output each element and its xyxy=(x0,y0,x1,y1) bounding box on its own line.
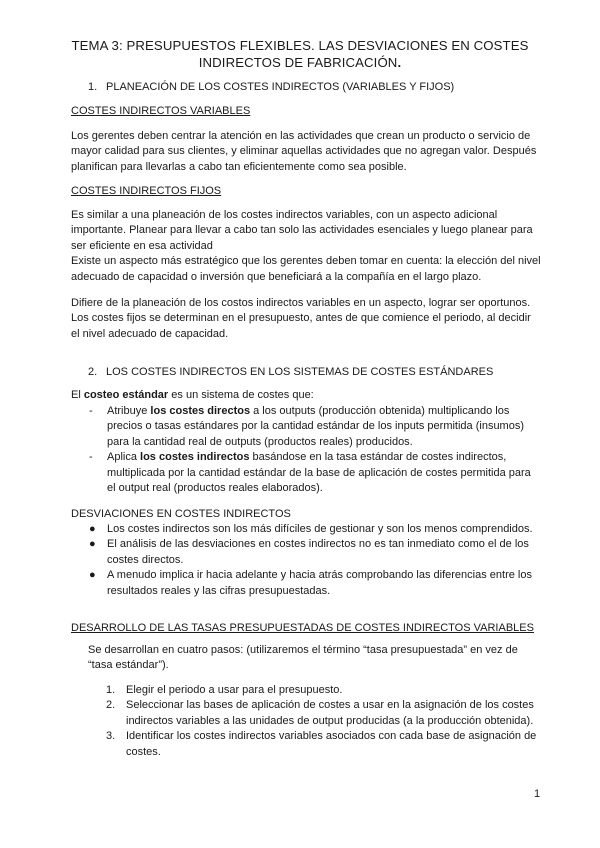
estandar-item xyxy=(71,404,541,450)
title-line-1: TEMA 3: PRESUPUESTOS FLEXIBLES. LAS DESVIACIONES EN COSTES xyxy=(71,38,529,53)
step-number: 3. xyxy=(106,730,116,743)
estandar-item-bold: los costes indirectos xyxy=(140,451,250,464)
title-line-2 xyxy=(60,54,540,71)
title-line-2-text: INDIRECTOS DE FABRICACIÓN xyxy=(198,55,398,70)
estandar-item-bold: los costes directos xyxy=(150,405,251,417)
desarrollo-step xyxy=(106,683,543,698)
section-1-heading-text: PLANEACIÓN DE LOS COSTES INDIRECTOS (VARIABLES Y FIJOS) xyxy=(106,81,455,93)
bullet-marker: ● xyxy=(89,523,96,535)
estandar-item-pre: Aplica xyxy=(107,451,141,464)
dash-marker: - xyxy=(89,405,93,417)
title-line-2-end: . xyxy=(397,55,402,70)
estandar-item-post: basándose en la tasa estándar de costes indirectos, multiplicada por la cantidad estándar de la base de aplicación de costes permitida para el output real (productos reales elaborados). xyxy=(107,451,531,495)
desviaciones-item-text: El análisis de las desviaciones en costes indirectos no es tan inmediato como el de los costes directos. xyxy=(107,538,529,566)
desviaciones-item xyxy=(71,522,541,537)
step-number: 2. xyxy=(106,699,116,712)
desviaciones-item xyxy=(71,537,541,568)
step-text: Elegir el periodo a usar para el presupuesto. xyxy=(126,684,343,696)
step-text: Seleccionar las bases de aplicación de costes a usar en la asignación de los costes indirectos variables a las unidades de output producidas (a la producción obtenida). xyxy=(126,699,534,727)
section-1-heading xyxy=(88,80,454,94)
estandar-item-pre: Atribuye xyxy=(107,405,151,417)
estandar-intro-pre: El xyxy=(71,389,84,401)
bullet-marker: ● xyxy=(89,538,96,551)
fijos-paragraphs xyxy=(71,208,541,285)
desviaciones-heading: DESVIACIONES EN COSTES INDIRECTOS xyxy=(71,508,291,520)
section-2-number: 2. xyxy=(88,366,98,378)
desarrollo-heading: DESARROLLO DE LAS TASAS PRESUPUESTADAS DE COSTES INDIRECTOS VARIABLES xyxy=(71,622,534,634)
estandar-item-post: a los outputs (producción obtenida) multiplicando los precios o tasas estándares por la cantidad estándar de los inputs permitida (insumos) para la cantidad real de outputs (productos reales) producidos. xyxy=(107,405,525,448)
desviaciones-item-text: Los costes indirectos son los más difíciles de gestionar y son los menos comprendidos. xyxy=(107,523,533,535)
desarrollo-step xyxy=(106,729,543,760)
estandar-intro xyxy=(71,388,541,403)
document-title xyxy=(60,37,540,71)
variables-subheading: COSTES INDIRECTOS VARIABLES xyxy=(71,105,251,117)
section-2-heading-text: LOS COSTES INDIRECTOS EN LOS SISTEMAS DE COSTES ESTÁNDARES xyxy=(106,366,494,378)
estandar-intro-bold: costeo estándar xyxy=(83,389,169,401)
desarrollo-step xyxy=(106,698,543,729)
fijos-paragraph-1: Es similar a una planeación de los costes indirectos variables, con un aspecto adicional importante. Planear para llevar a cabo tan solo las actividades esenciales y luego planear para ser eficiente en esa actividad xyxy=(71,209,533,252)
fijos-paragraph-2: Existe un aspecto más estratégico que los gerentes deben tomar en cuenta: la elección del nivel adecuado de capacidad o inversión que beneficiará a la compañía en el largo plazo. xyxy=(71,255,541,283)
desviaciones-item xyxy=(71,568,541,599)
desarrollo-steps xyxy=(106,683,543,760)
page-number: 1 xyxy=(534,788,541,800)
variables-paragraph: Los gerentes deben centrar la atención en las actividades que crean un producto o servicio de mayor calidad para sus clientes, y eliminar aquellas actividades que no agregan valor. Después planifican para llevarlas a cabo tan eficientemente como sea posible. xyxy=(71,130,537,173)
estandar-item xyxy=(71,450,541,496)
fijos-paragraph-3: Difiere de la planeación de los costos indirectos variables en un aspecto, lograr ser oportunos. Los costes fijos se determinan en el presupuesto, antes de que comience el periodo, al decidir el nivel adecuado de capacidad. xyxy=(71,297,531,340)
step-text: Identificar los costes indirectos variables asociados con cada base de asignación de costes. xyxy=(126,730,537,758)
section-2-heading xyxy=(88,365,493,379)
desarrollo-intro: Se desarrollan en cuatro pasos: (utilizaremos el término “tasa presupuestada” en vez de “tasa estándar”). xyxy=(88,644,518,672)
fijos-subheading: COSTES INDIRECTOS FIJOS xyxy=(71,185,222,197)
dash-marker: - xyxy=(89,451,93,464)
desviaciones-item-text: A menudo implica ir hacia adelante y hacia atrás comprobando las diferencias entre los resultados reales y las cifras presupuestadas. xyxy=(107,569,532,597)
step-number: 1. xyxy=(106,684,116,696)
desviaciones-list xyxy=(71,522,541,599)
section-1-number: 1. xyxy=(88,81,98,93)
bullet-marker: ● xyxy=(89,569,96,582)
estandar-list xyxy=(71,404,541,496)
estandar-intro-post: es un sistema de costes que: xyxy=(168,389,314,401)
